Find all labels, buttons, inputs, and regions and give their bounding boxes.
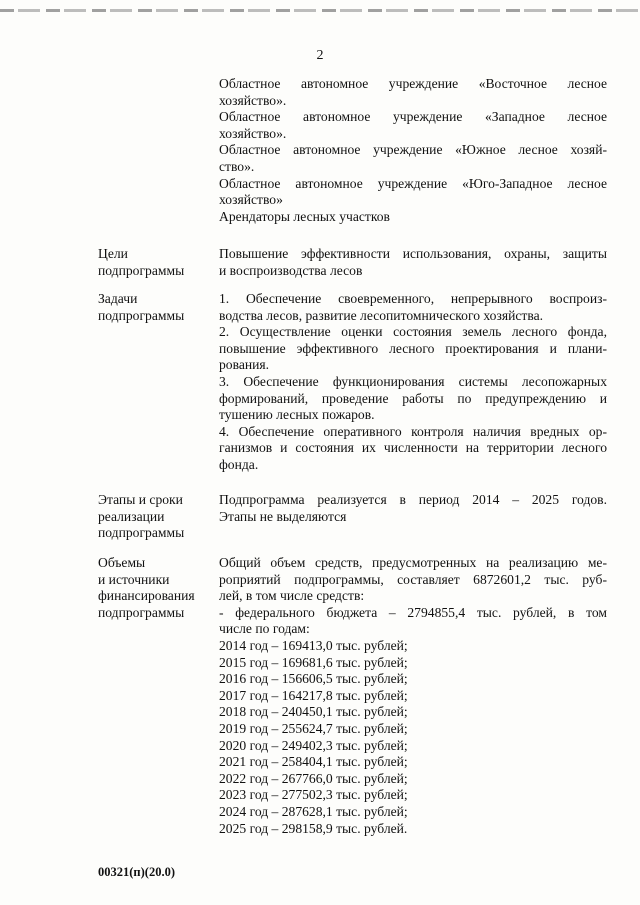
row-label <box>98 291 210 324</box>
intro-line: хозяйство» <box>219 192 283 208</box>
row-text-line: 2020 год – 249402,3 тыс. рублей; <box>219 737 408 753</box>
row-label-line: подпрограммы <box>98 262 185 278</box>
row-text-line: фонда. <box>219 456 259 472</box>
row-label-line: Объемы <box>98 555 146 570</box>
row-text-line: 2019 год – 255624,7 тыс. рублей; <box>219 720 408 736</box>
row-text-line: 2022 год – 267766,0 тыс. рублей; <box>219 770 408 786</box>
row-text-line: 2018 год – 240450,1 тыс. рублей; <box>219 704 408 720</box>
row-text <box>219 291 607 474</box>
row-text-line: ганизмов и состояния их численности на территории лесного <box>219 440 607 456</box>
intro-line: ство». <box>219 158 255 174</box>
row-text-line: Подпрограмма реализуется в период 2014 – 2025 годов. <box>219 492 607 507</box>
row-label-line: подпрограммы <box>98 307 185 323</box>
row-label <box>98 492 210 542</box>
row-label <box>98 555 210 621</box>
intro-line: Областное автономное учреждение «Юго-Западное лесное <box>219 175 607 191</box>
row-text-line: формирований, проведение работы по предупреждению и <box>219 390 607 406</box>
row-text-line: и воспроизводства лесов <box>219 262 363 278</box>
scan-top-edge <box>0 9 640 12</box>
row-label <box>98 246 210 279</box>
row-label-line: подпрограммы <box>98 525 185 541</box>
intro-line: Областное автономное учреждение «Западное лесное <box>219 109 607 125</box>
row-text-line: лей, в том числе средств: <box>219 588 365 604</box>
row-text-line: 2024 год – 287628,1 тыс. рублей; <box>219 803 408 819</box>
row-text-line: 2017 год – 164217,8 тыс. рублей; <box>219 687 408 703</box>
row-text-line: 2014 год – 169413,0 тыс. рублей; <box>219 637 408 653</box>
intro-line: Арендаторы лесных участков <box>219 208 390 224</box>
row-label-line: и источники <box>98 571 170 587</box>
page-number: 2 <box>316 48 324 63</box>
row-text-line: 2023 год – 277502,3 тыс. рублей; <box>219 787 408 803</box>
intro-line: Областное автономное учреждение «Южное лесное хозяй- <box>219 142 607 158</box>
row-text <box>219 555 607 837</box>
row-text-line: 4. Обеспечение оперативного контроля наличия вредных ор- <box>219 423 607 439</box>
row-text-line: водства лесов, развитие лесопитомнического хозяйства. <box>219 307 544 323</box>
row-text-line: Повышение эффективности использования, охраны, защиты <box>219 246 607 261</box>
row-text <box>219 246 607 279</box>
row-text-line: 2021 год – 258404,1 тыс. рублей; <box>219 754 408 770</box>
row-label-line: подпрограммы <box>98 604 185 620</box>
intro-line: хозяйство». <box>219 125 287 141</box>
row-text-line: Общий объем средств, предусмотренных на реализацию ме- <box>219 555 607 570</box>
row-text-line: - федерального бюджета – 2794855,4 тыс. рублей, в том <box>219 604 607 620</box>
row-label-line: Задачи <box>98 291 138 306</box>
row-text-line: 3. Обеспечение функционирования системы лесопожарных <box>219 373 607 389</box>
row-text-line: числе по годам: <box>219 621 310 637</box>
row-text-line: тушению лесных пожаров. <box>219 407 375 423</box>
document-code: 00321(п)(20.0) <box>98 865 175 879</box>
intro-line: хозяйство». <box>219 92 287 108</box>
row-text-line: 2015 год – 169681,6 тыс. рублей; <box>219 654 408 670</box>
row-label-line: финансирования <box>98 588 195 604</box>
row-label-line: реализации <box>98 508 165 524</box>
row-text-line: 2016 год – 156606,5 тыс. рублей; <box>219 671 408 687</box>
row-text-line: 2025 год – 298158,9 тыс. рублей. <box>219 820 408 836</box>
intro-line: Областное автономное учреждение «Восточное лесное <box>219 76 607 91</box>
row-text-line: Этапы не выделяются <box>219 508 347 524</box>
row-text-line: 2. Осуществление оценки состояния земель лесного фонда, <box>219 324 607 340</box>
row-text-line: рования. <box>219 357 270 373</box>
intro-block <box>219 76 607 225</box>
row-label-line: Этапы и сроки <box>98 492 183 507</box>
row-label-line: Цели <box>98 246 128 261</box>
row-text-line: повышение эффективного лесного проектирования и плани- <box>219 340 607 356</box>
row-text <box>219 492 607 525</box>
row-text-line: роприятий подпрограммы, составляет 6872601,2 тыс. руб- <box>219 571 607 587</box>
row-text-line: 1. Обеспечение своевременного, непрерывного воспроиз- <box>219 291 607 306</box>
